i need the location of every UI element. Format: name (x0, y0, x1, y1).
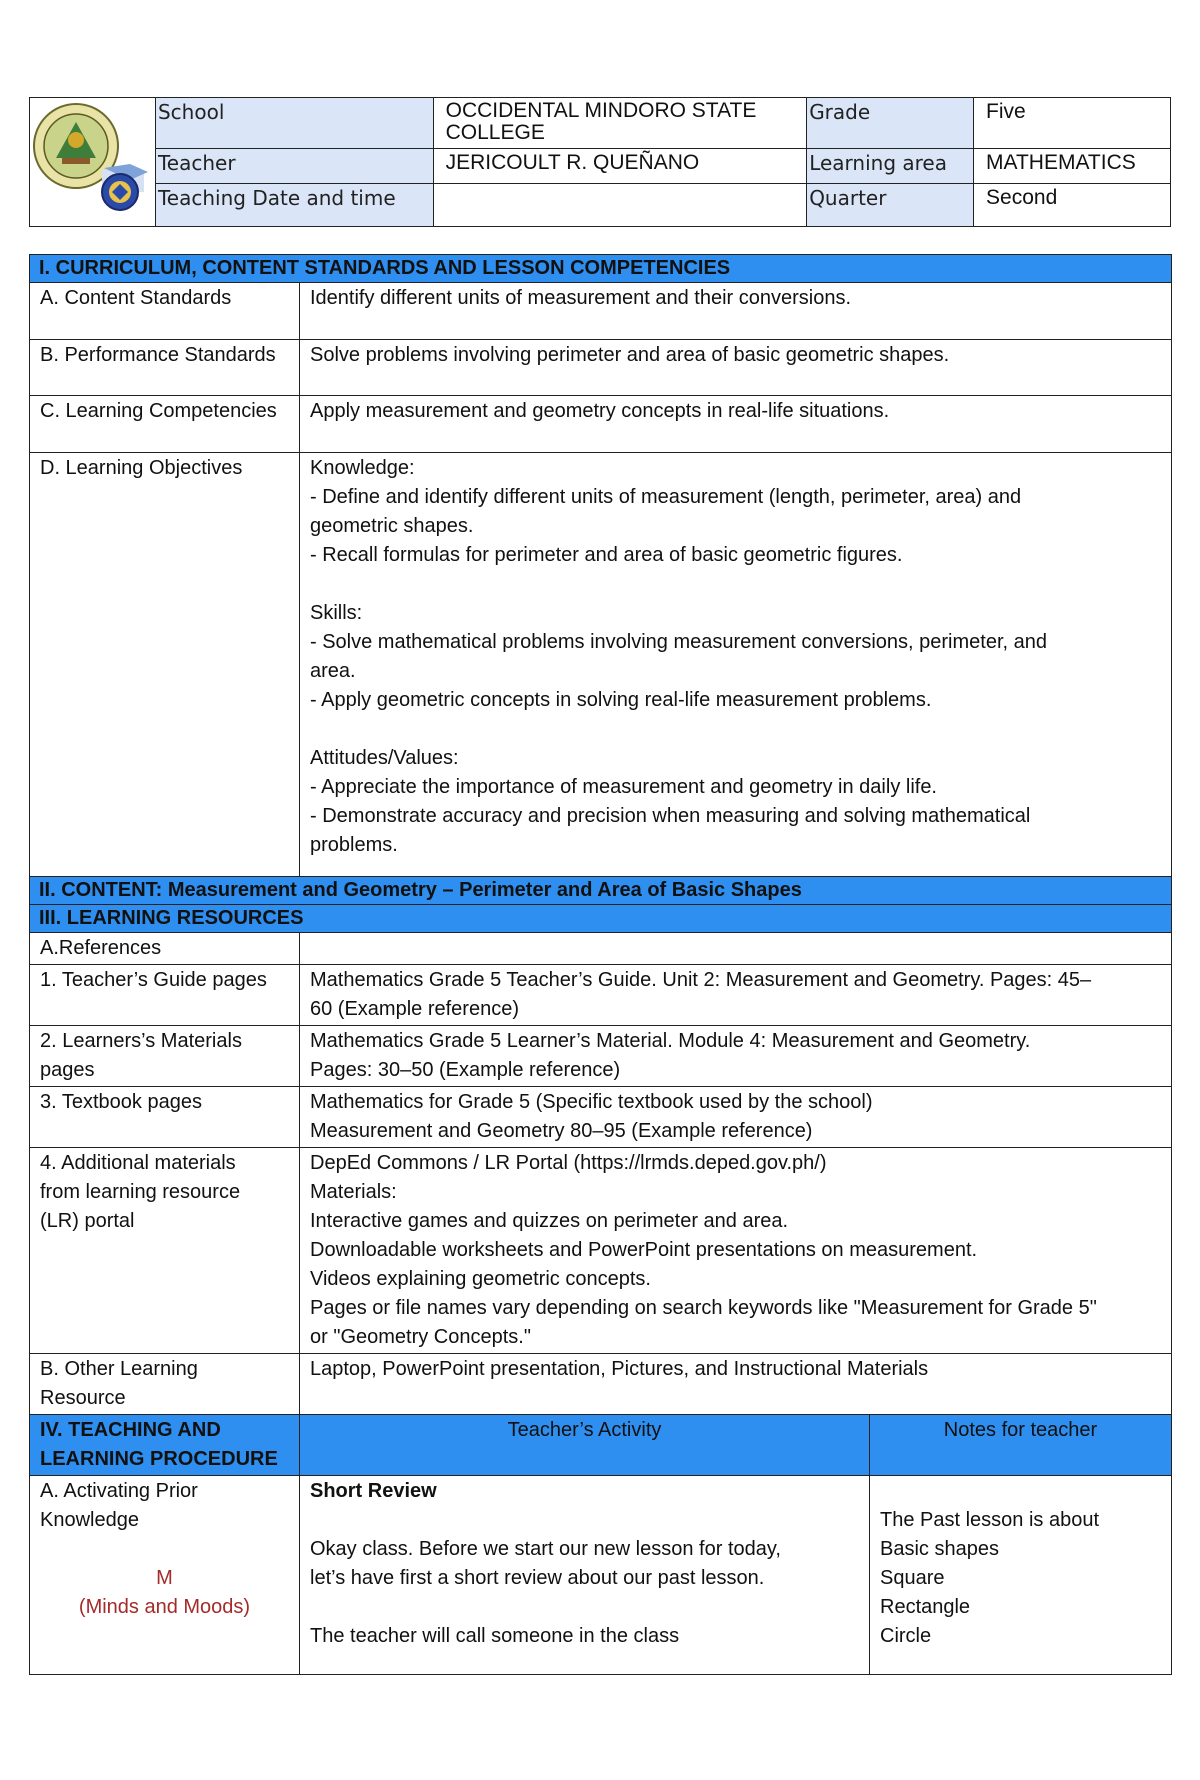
grade-label: Grade (807, 98, 974, 149)
notes-line4: Rectangle (880, 1596, 971, 1618)
section4-title (30, 1415, 300, 1476)
short-review-title: Short Review (310, 1480, 437, 1502)
learners-materials-label-line2: pages (40, 1059, 95, 1081)
school-value-line2: COLLEGE (445, 121, 545, 144)
learners-materials-label-line1: 2. Learners’s Materials (40, 1030, 242, 1052)
date-label: Teaching Date and time (155, 183, 433, 226)
textbook-line1: Mathematics for Grade 5 (Specific textbook used by the school) (310, 1091, 873, 1113)
knowledge-item-1b: geometric shapes. (310, 515, 474, 537)
other-resources-label (30, 1354, 300, 1415)
textbook-value (300, 1087, 1172, 1148)
teachers-guide-label: 1. Teacher’s Guide pages (30, 965, 300, 1026)
section4-title-line1: IV. TEACHING AND (40, 1419, 221, 1441)
skills-item-1a: - Solve mathematical problems involving measurement conversions, perimeter, and (310, 631, 1048, 653)
materials-item-3: Videos explaining geometric concepts. (310, 1268, 651, 1290)
competencies-label: C. Learning Competencies (30, 396, 300, 453)
teachers-guide-value (300, 965, 1172, 1026)
attitudes-title: Attitudes/Values: (310, 747, 459, 769)
quarter-value: Second (974, 183, 1171, 226)
notes-for-teacher-value (870, 1476, 1172, 1675)
notes-line1: The Past lesson is about (880, 1509, 1100, 1531)
teachers-guide-line2: 60 (Example reference) (310, 998, 519, 1020)
logo-cell (30, 98, 156, 227)
minds-moods-label: (Minds and Moods) (78, 1596, 251, 1618)
performance-standards-label: B. Performance Standards (30, 340, 300, 396)
materials-item-1: Interactive games and quizzes on perimeter and area. (310, 1210, 789, 1232)
school-value-line1: OCCIDENTAL MINDORO STATE (445, 99, 757, 122)
minds-moods-letter: M (156, 1567, 173, 1589)
section4-title-line2: LEARNING PROCEDURE (40, 1448, 278, 1470)
objectives-label: D. Learning Objectives (30, 453, 300, 877)
school-label: School (155, 98, 433, 149)
col-notes-for-teacher: Notes for teacher (870, 1415, 1172, 1476)
apk-label-line1: A. Activating Prior (40, 1480, 198, 1502)
other-resources-label-line2: Resource (40, 1387, 126, 1409)
learners-materials-line1: Mathematics Grade 5 Learner’s Material. Module 4: Measurement and Geometry. (310, 1030, 1031, 1052)
learners-materials-label (30, 1026, 300, 1087)
additional-materials-label-line3: (LR) portal (40, 1210, 135, 1232)
materials-heading: Materials: (310, 1181, 397, 1203)
teacher-value: JERICOULT R. QUEÑANO (433, 149, 807, 184)
teachers-guide-line1: Mathematics Grade 5 Teacher’s Guide. Unit 2: Measurement and Geometry. Pages: 45– (310, 969, 1092, 991)
references-label: A.References (30, 933, 300, 965)
attitudes-item-2a: - Demonstrate accuracy and precision when measuring and solving mathematical (310, 805, 1031, 827)
knowledge-item-2: - Recall formulas for perimeter and area of basic geometric figures. (310, 544, 903, 566)
short-review-line1: Okay class. Before we start our new lesson for today, (310, 1538, 781, 1560)
learning-area-value: MATHEMATICS (974, 149, 1171, 184)
competencies-value: Apply measurement and geometry concepts in real-life situations. (300, 396, 1172, 453)
additional-materials-value (300, 1148, 1172, 1354)
short-review-activity (300, 1476, 870, 1675)
notes-line5: Circle (880, 1625, 932, 1647)
attitudes-item-1: - Appreciate the importance of measurement and geometry in daily life. (310, 776, 937, 798)
objectives-value (300, 453, 1172, 877)
school-seal-logo (32, 100, 150, 218)
school-value (433, 98, 807, 149)
grade-value: Five (974, 98, 1171, 149)
references-value (300, 933, 1172, 965)
lr-portal-link: DepEd Commons / LR Portal (https://lrmds.deped.gov.ph/) (310, 1152, 827, 1174)
skills-title: Skills: (310, 602, 363, 624)
other-resources-label-line1: B. Other Learning (40, 1358, 198, 1380)
materials-note-line1: Pages or file names vary depending on search keywords like "Measurement for Grade 5" (310, 1297, 1097, 1319)
section2-title: II. CONTENT: Measurement and Geometry – Perimeter and Area of Basic Shapes (30, 877, 1172, 905)
short-review-line2: let’s have first a short review about our past lesson. (310, 1567, 765, 1589)
learners-materials-value (300, 1026, 1172, 1087)
date-value (433, 183, 807, 226)
activating-prior-knowledge-label (30, 1476, 300, 1675)
section1-title: I. CURRICULUM, CONTENT STANDARDS AND LESSON COMPETENCIES (30, 255, 1172, 283)
notes-line2: Basic shapes (880, 1538, 999, 1560)
notes-line3: Square (880, 1567, 945, 1589)
skills-item-2: - Apply geometric concepts in solving real-life measurement problems. (310, 689, 932, 711)
quarter-label: Quarter (807, 183, 974, 226)
header-table (29, 97, 1171, 227)
apk-label-line2: Knowledge (40, 1509, 139, 1531)
additional-materials-label-line1: 4. Additional materials (40, 1152, 236, 1174)
short-review-line3: The teacher will call someone in the class (310, 1625, 680, 1647)
teacher-label: Teacher (155, 149, 433, 184)
additional-materials-label (30, 1148, 300, 1354)
materials-item-2: Downloadable worksheets and PowerPoint presentations on measurement. (310, 1239, 978, 1261)
col-teachers-activity: Teacher’s Activity (300, 1415, 870, 1476)
textbook-line2: Measurement and Geometry 80–95 (Example reference) (310, 1120, 813, 1142)
learning-area-label: Learning area (807, 149, 974, 184)
additional-materials-label-line2: from learning resource (40, 1181, 241, 1203)
section3-title: III. LEARNING RESOURCES (30, 905, 1172, 933)
knowledge-item-1a: - Define and identify different units of measurement (length, perimeter, area) and (310, 486, 1022, 508)
attitudes-item-2b: problems. (310, 834, 398, 856)
content-standards-label: A. Content Standards (30, 283, 300, 340)
materials-note-line2: or "Geometry Concepts." (310, 1326, 531, 1348)
content-standards-value: Identify different units of measurement and their conversions. (300, 283, 1172, 340)
performance-standards-value: Solve problems involving perimeter and area of basic geometric shapes. (300, 340, 1172, 396)
skills-item-1b: area. (310, 660, 356, 682)
lesson-plan-table (29, 254, 1172, 1675)
learners-materials-line2: Pages: 30–50 (Example reference) (310, 1059, 621, 1081)
other-resources-value: Laptop, PowerPoint presentation, Pictures, and Instructional Materials (300, 1354, 1172, 1415)
textbook-label: 3. Textbook pages (30, 1087, 300, 1148)
knowledge-title: Knowledge: (310, 457, 415, 479)
